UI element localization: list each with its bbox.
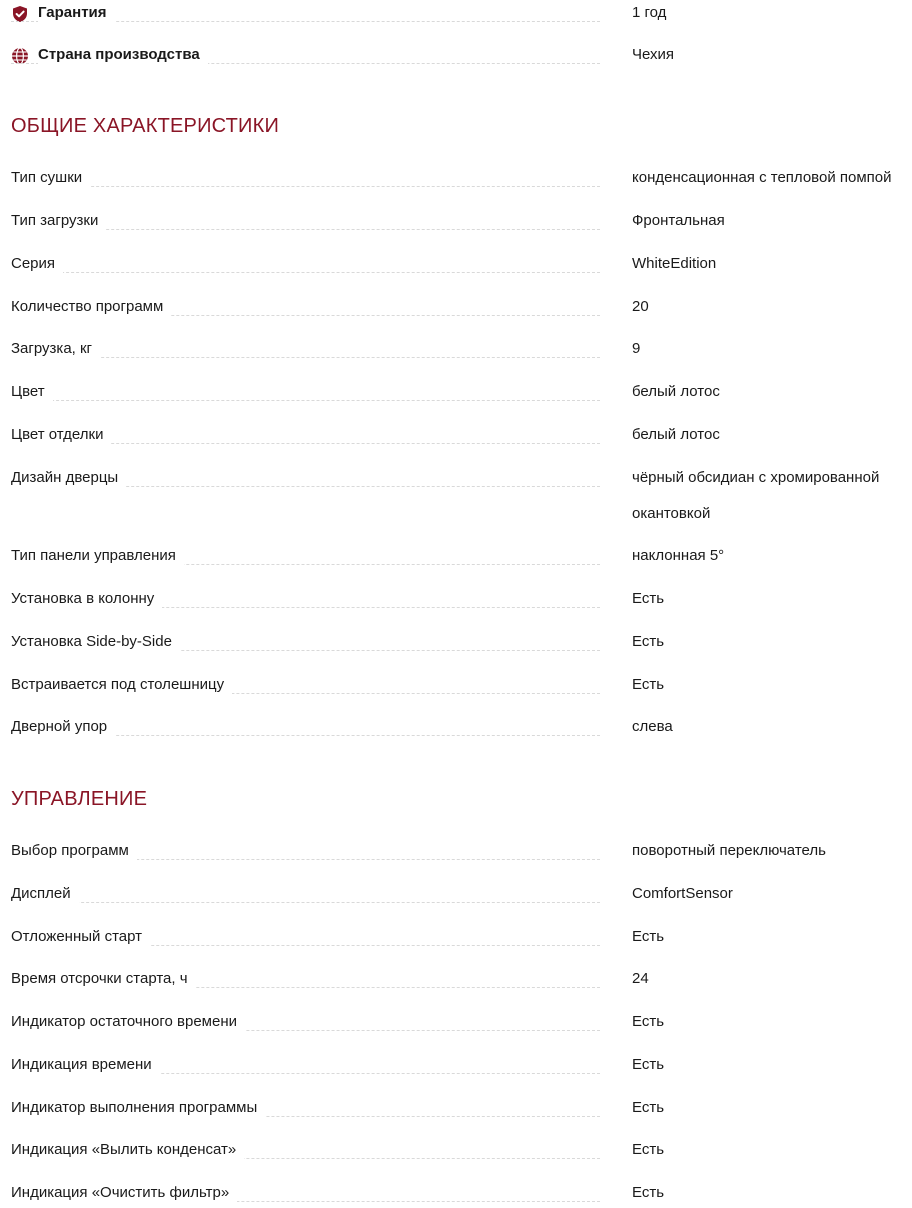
spec-row (0, 969, 912, 989)
spec-label: Цвет отделки (11, 425, 111, 445)
spec-row (0, 339, 912, 359)
spec-row (0, 1055, 912, 1075)
spec-label: Встраивается под столешницу (11, 675, 232, 695)
spec-value: Есть (632, 1141, 665, 1158)
spec-label: Страна производства (38, 45, 208, 65)
spec-label: Время отсрочки старта, ч (11, 969, 196, 989)
spec-value: Есть (632, 590, 665, 607)
spec-value: слева (632, 718, 673, 735)
spec-value: поворотный переключатель (632, 842, 826, 859)
spec-row (0, 1183, 912, 1203)
spec-row (0, 675, 912, 695)
spec-value: чёрный обсидиан с хромированной окантовкой (632, 469, 880, 522)
spec-label: Загрузка, кг (11, 339, 100, 359)
spec-value: 9 (632, 340, 641, 357)
spec-value: Есть (632, 1099, 665, 1116)
spec-value: 20 (632, 298, 649, 315)
leader-dots (11, 400, 600, 401)
spec-row (0, 211, 912, 231)
spec-label: Индикатор выполнения программы (11, 1098, 265, 1118)
spec-label: Индикация «Очистить фильтр» (11, 1183, 237, 1203)
spec-value: конденсационная с тепловой помпой (632, 169, 892, 186)
spec-row (0, 841, 912, 861)
spec-label: Индикация времени (11, 1055, 160, 1075)
spec-row (0, 927, 912, 947)
spec-value: Есть (632, 676, 665, 693)
spec-value: WhiteEdition (632, 255, 717, 272)
spec-value: ComfortSensor (632, 885, 733, 902)
spec-label: Дисплей (11, 884, 79, 904)
spec-row (0, 632, 912, 652)
spec-row-warranty (0, 3, 912, 23)
spec-label: Тип панели управления (11, 546, 184, 566)
section-title-general: ОБЩИЕ ХАРАКТЕРИСТИКИ (11, 115, 280, 137)
spec-value: наклонная 5° (632, 547, 725, 564)
spec-label: Тип загрузки (11, 211, 106, 231)
spec-row-country (0, 45, 912, 65)
spec-label: Гарантия (38, 3, 115, 23)
spec-row (0, 468, 912, 522)
spec-value: белый лотос (632, 383, 720, 400)
spec-label: Серия (11, 254, 63, 274)
spec-row (0, 254, 912, 274)
leader-dots (11, 902, 600, 903)
spec-label: Отложенный старт (11, 927, 150, 947)
spec-value: Есть (632, 633, 665, 650)
spec-value: Есть (632, 928, 665, 945)
spec-label: Тип сушки (11, 168, 90, 188)
spec-label: Установка Side-by-Side (11, 632, 180, 652)
spec-row (0, 546, 912, 566)
spec-value: Чехия (632, 46, 675, 63)
spec-value: 24 (632, 970, 649, 987)
spec-row (0, 717, 912, 737)
spec-value: Есть (632, 1184, 665, 1201)
spec-row (0, 1140, 912, 1160)
spec-label: Дверной упор (11, 717, 115, 737)
spec-row (0, 1098, 912, 1118)
spec-label: Цвет (11, 382, 53, 402)
spec-row (0, 884, 912, 904)
spec-label: Индикация «Вылить конденсат» (11, 1140, 244, 1160)
spec-row (0, 168, 912, 188)
spec-row (0, 297, 912, 317)
spec-row (0, 1012, 912, 1032)
spec-label: Установка в колонну (11, 589, 162, 609)
spec-label: Выбор программ (11, 841, 137, 861)
section-title-control: УПРАВЛЕНИЕ (11, 788, 148, 810)
spec-label: Индикатор остаточного времени (11, 1012, 245, 1032)
leader-dots (11, 272, 600, 273)
spec-value: Есть (632, 1056, 665, 1073)
spec-row (0, 382, 912, 402)
spec-row (0, 425, 912, 445)
spec-label: Количество программ (11, 297, 171, 317)
spec-value: Есть (632, 1013, 665, 1030)
leader-dots (11, 186, 600, 187)
spec-value: Фронтальная (632, 212, 725, 229)
spec-label: Дизайн дверцы (11, 468, 126, 488)
spec-value: 1 год (632, 4, 667, 21)
spec-value: белый лотос (632, 426, 720, 443)
spec-row (0, 589, 912, 609)
